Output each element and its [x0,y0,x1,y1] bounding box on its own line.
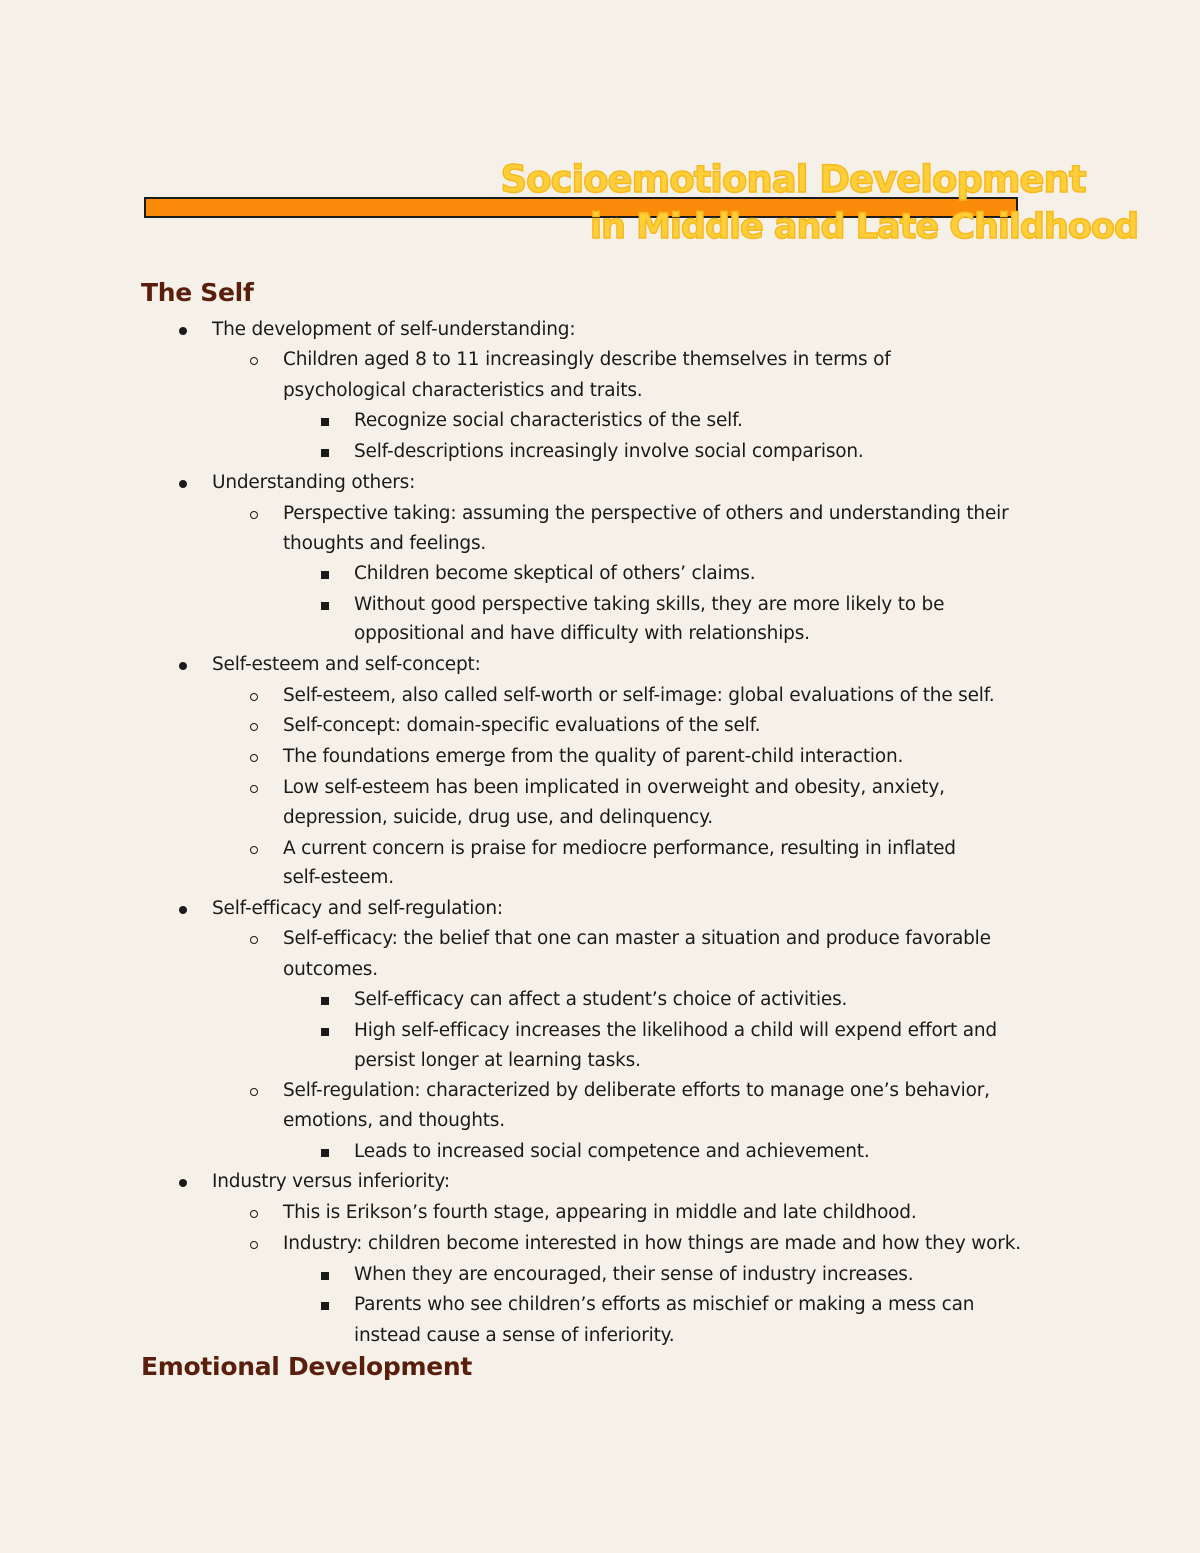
bullet-disc-icon [179,327,187,335]
bullet-circle-icon [250,1210,258,1218]
title-line-1: Socioemotional Development [500,158,1086,201]
outline-item: Industry versus inferiority: [212,1171,450,1192]
outline-item: Parents who see children’s efforts as mischief or making a mess can [354,1294,975,1315]
outline-item: Low self-esteem has been implicated in overweight and obesity, anxiety, [283,777,945,798]
bullet-disc-icon [179,662,187,670]
outline-item: A current concern is praise for mediocre performance, resulting in inflated [283,838,956,859]
outline-item: Self-efficacy and self-regulation: [212,898,503,919]
outline-item: When they are encouraged, their sense of industry increases. [354,1264,914,1285]
outline-item: Perspective taking: assuming the perspective of others and understanding their [283,503,1009,524]
bullet-circle-icon [250,723,258,731]
bullet-disc-icon [179,1179,187,1187]
bullet-circle-icon [250,785,258,793]
bullet-square-icon [321,1272,329,1280]
title-block [144,155,1138,255]
bullet-square-icon [321,1028,329,1036]
bullet-square-icon [321,1149,329,1157]
outline-item: The development of self-understanding: [212,319,576,340]
bullet-square-icon [321,571,329,579]
bullet-disc-icon [179,480,187,488]
outline-item-continued: persist longer at learning tasks. [354,1050,641,1071]
section-heading-the-self: The Self [141,278,254,307]
bullet-square-icon [321,602,329,610]
outline-item-continued: self-esteem. [283,867,394,888]
outline-item: This is Erikson’s fourth stage, appearing in middle and late childhood. [283,1202,917,1223]
outline-item: Recognize social characteristics of the self. [354,410,743,431]
bullet-square-icon [321,418,329,426]
outline-item: High self-efficacy increases the likelihood a child will expend effort and [354,1020,997,1041]
outline-item: Children aged 8 to 11 increasingly describe themselves in terms of [283,349,891,370]
outline-item: Self-descriptions increasingly involve social comparison. [354,441,864,462]
bullet-circle-icon [250,693,258,701]
title-line-2: in Middle and Late Childhood [589,207,1138,247]
outline-item-continued: emotions, and thoughts. [283,1110,505,1131]
outline-item: Understanding others: [212,472,416,493]
outline-item-continued: depression, suicide, drug use, and delinquency. [283,807,713,828]
bullet-square-icon [321,449,329,457]
outline-item-continued: instead cause a sense of inferiority. [354,1325,675,1346]
outline-item: Industry: children become interested in how things are made and how they work. [283,1233,1021,1254]
outline-item: Children become skeptical of others’ claims. [354,563,756,584]
bullet-circle-icon [250,846,258,854]
outline-item: Self-efficacy can affect a student’s choice of activities. [354,989,848,1010]
bullet-circle-icon [250,936,258,944]
outline-item: Without good perspective taking skills, they are more likely to be [354,594,945,615]
bullet-square-icon [321,997,329,1005]
bullet-circle-icon [250,511,258,519]
outline-item: Self-concept: domain-specific evaluations of the self. [283,715,761,736]
outline-item-continued: oppositional and have difficulty with relationships. [354,623,810,644]
outline-item-continued: thoughts and feelings. [283,533,487,554]
bullet-circle-icon [250,357,258,365]
outline-item-continued: outcomes. [283,959,378,980]
bullet-circle-icon [250,1088,258,1096]
section-heading-emotional-development: Emotional Development [141,1352,472,1381]
bullet-disc-icon [179,906,187,914]
bullet-circle-icon [250,754,258,762]
bullet-circle-icon [250,1241,258,1249]
outline-item-continued: psychological characteristics and traits. [283,380,643,401]
bullet-square-icon [321,1302,329,1310]
outline-item: The foundations emerge from the quality of parent-child interaction. [283,746,904,767]
outline-item: Self-esteem and self-concept: [212,654,481,675]
outline-item: Self-efficacy: the belief that one can master a situation and produce favorable [283,928,991,949]
outline-item: Self-esteem, also called self-worth or self-image: global evaluations of the self. [283,685,995,706]
outline-item: Self-regulation: characterized by deliberate efforts to manage one’s behavior, [283,1080,990,1101]
outline-item: Leads to increased social competence and achievement. [354,1141,870,1162]
